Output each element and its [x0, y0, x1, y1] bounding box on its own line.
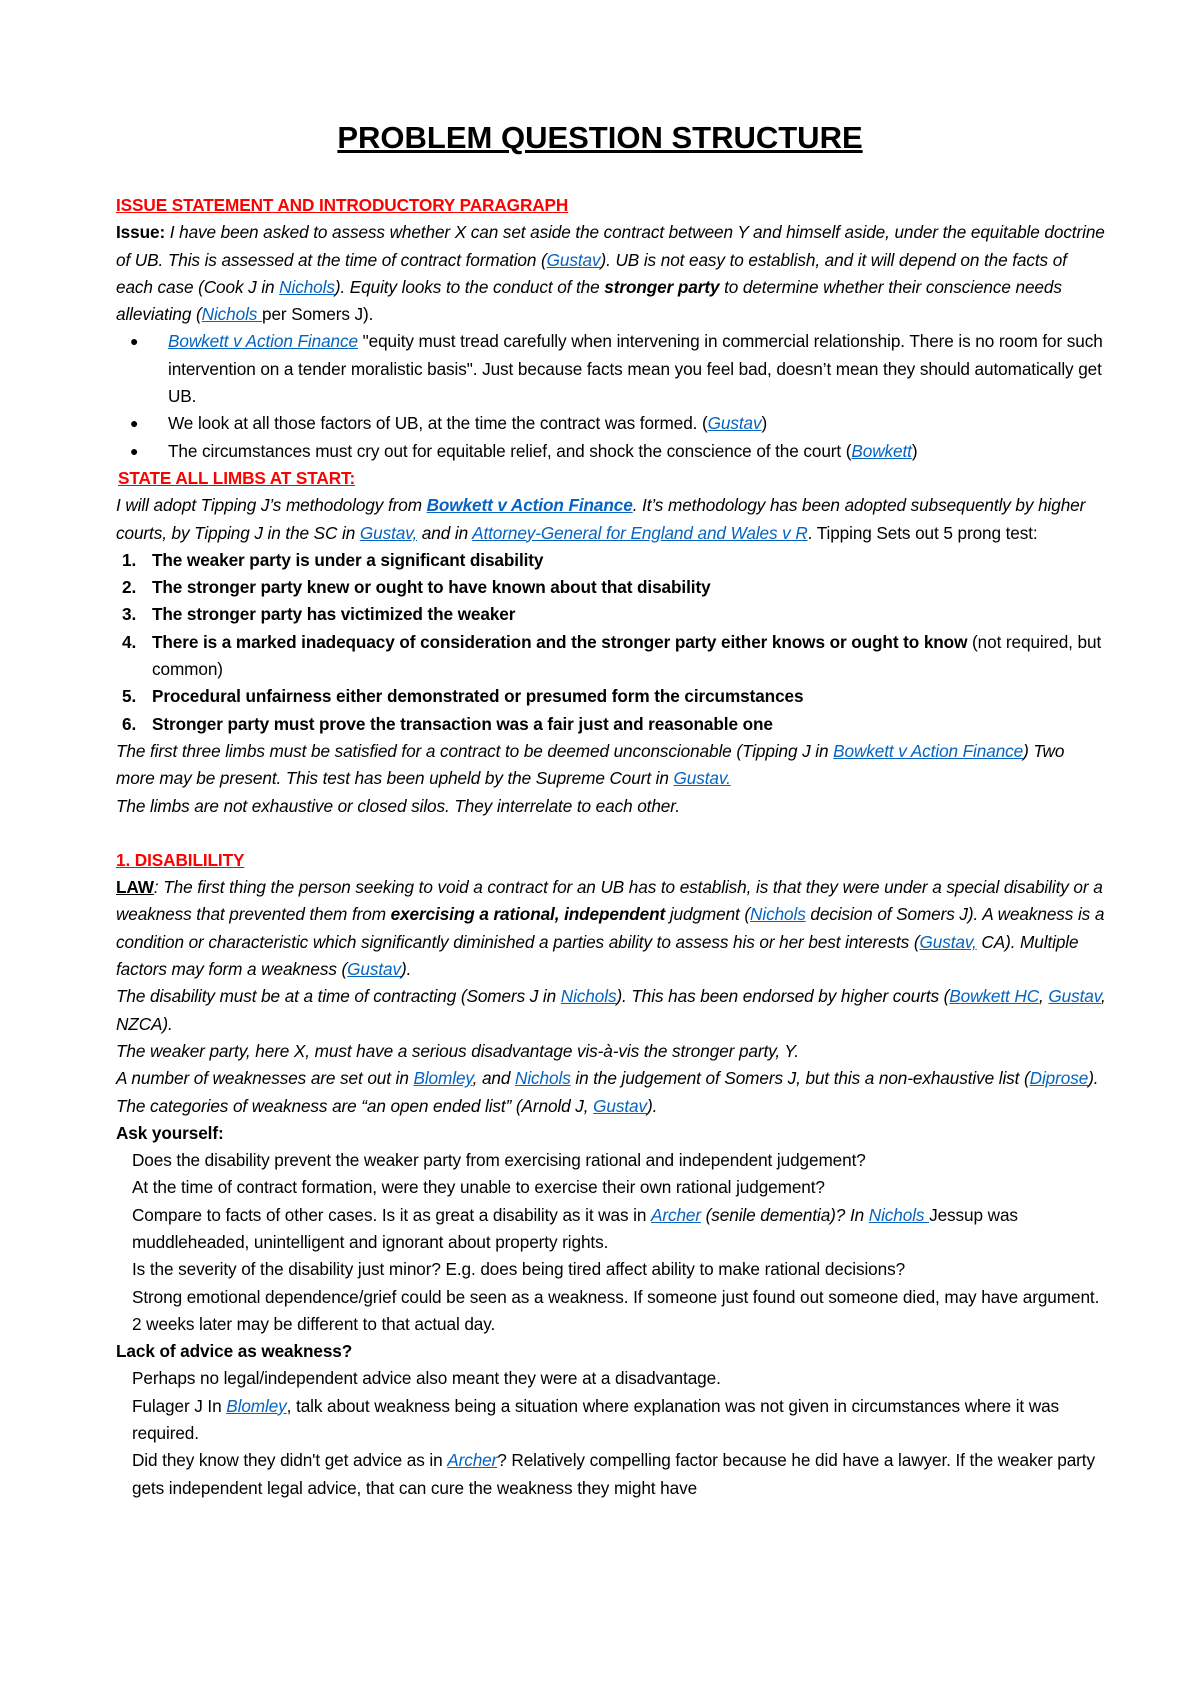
ask-yourself-heading: Ask yourself: [116, 1122, 224, 1143]
question-item: Strong emotional dependence/grief could be seen as a weakness. If someone just found out someone died, may have argument. 2 weeks later may be different to that actual day. [132, 1286, 1100, 1334]
case-link-nichols[interactable]: Nichols [750, 904, 806, 925]
case-link-gustav[interactable]: Gustav [347, 959, 401, 980]
case-link-gustav[interactable]: Gustav [593, 1095, 647, 1116]
case-link-gustav[interactable]: Gustav, [919, 931, 977, 952]
case-link-bowkett[interactable]: Bowkett HC [949, 986, 1040, 1007]
case-link-bowkett[interactable]: Bowkett v Action Finance [426, 495, 633, 516]
case-link-nichols[interactable]: Nichols [868, 1204, 930, 1225]
bullet-icon: ● [130, 333, 139, 350]
question-item: At the time of contract formation, were they unable to exercise their own rational judgement? [132, 1177, 825, 1198]
limb-item: 6. Stronger party must prove the transaction was a fair just and reasonable one [122, 713, 773, 734]
case-link-attorney-general[interactable]: Attorney-General for England and Wales v R [472, 522, 808, 543]
case-link-bowkett[interactable]: Bowkett v Action Finance [833, 740, 1024, 761]
case-link-archer[interactable]: Archer [447, 1450, 498, 1471]
list-item: ● We look at all those factors of UB, at the time the contract was formed. (Gustav) [116, 410, 1106, 437]
weaknesses-paragraph: A number of weaknesses are set out in Blomley, and Nichols in the judgement of Somers J, but this a non-exhaustive list (Diprose). The categories of weakness are “an open ended list” (Arnold J, Gustav). [116, 1068, 1099, 1116]
case-link-blomley[interactable]: Blomley [413, 1068, 473, 1089]
issue-heading: ISSUE STATEMENT AND INTRODUCTORY PARAGRAPH [116, 195, 569, 215]
case-link-gustav[interactable]: Gustav [1048, 986, 1101, 1007]
limbs-conclusion: The first three limbs must be satisfied for a contract to be deemed unconscionable (Tipping J in Bowkett v Action Finance) Two more may be present. This test has been upheld by the Supreme Court in Gustav. [116, 740, 1065, 789]
methodology-paragraph: I will adopt Tipping J’s methodology from Bowkett v Action Finance. It’s methodology has been adopted subsequently by higher courts, by Tipping J in the SC in Gustav, and in Attorney-General for England and Wales v R. Tipping Sets out 5 prong test: [116, 495, 1086, 543]
list-item: ● The circumstances must cry out for equitable relief, and shock the conscience of the court (Bowkett) [116, 438, 1106, 465]
law-paragraph: LAW: The first thing the person seeking to void a contract for an UB has to establish, is that they were under a special disability or a weakness that prevented them from exercising a rational, independent judgment (Nichols decision of Somers J). A weakness is a condition or characteristic which significantly diminished a parties ability to assess his or her best interests (Gustav, CA). Multiple factors may form a weakness (Gustav). [116, 877, 1105, 980]
limb-item: 4. There is a marked inadequacy of consideration and the stronger party either knows or ought to know (not required, but common) [122, 631, 1102, 680]
bullet-icon: ● [130, 442, 139, 459]
case-link-nichols[interactable]: Nichols [515, 1068, 571, 1089]
case-link-archer[interactable]: Archer [650, 1204, 701, 1225]
timing-paragraph: The disability must be at a time of contracting (Somers J in Nichols). This has been endorsed by higher courts (Bowkett HC, Gustav, NZCA). [116, 986, 1106, 1034]
disability-heading: 1. DISABILILITY [116, 849, 245, 870]
lack-of-advice-heading: Lack of advice as weakness? [116, 1341, 353, 1362]
limb-item: 3. The stronger party has victimized the weaker [122, 604, 516, 625]
case-link-nichols[interactable]: Nichols [279, 276, 335, 297]
case-link-gustav[interactable]: Gustav, [359, 522, 418, 543]
page-title: PROBLEM QUESTION STRUCTURE [337, 120, 863, 155]
advice-item: Did they know they didn't get advice as in Archer? Relatively compelling factor because he did have a lawyer. If the weaker party gets independent legal advice, that can cure the weakness they might have [132, 1450, 1095, 1498]
case-link-blomley[interactable]: Blomley [226, 1395, 287, 1416]
case-link-gustav[interactable]: Gustav [546, 249, 601, 270]
case-link-gustav[interactable]: Gustav. [673, 768, 731, 789]
bullet-icon: ● [130, 415, 139, 432]
issue-paragraph: Issue: I have been asked to assess whether X can set aside the contract between Y and himself aside, under the equitable doctrine of UB. This is assessed at the time of contract formation (Gustav). UB is not easy to establish, and it will depend on the facts of each case (Cook J in Nichols). Equity looks to the conduct of the stronger party to determine whether their conscience needs alleviating (Nichols per Somers J). [116, 222, 1105, 325]
case-link-nichols[interactable]: Nichols [201, 304, 262, 325]
advice-item: Perhaps no legal/independent advice also meant they were at a disadvantage. [132, 1368, 721, 1389]
limb-item: 1. The weaker party is under a significant disability [122, 549, 544, 570]
advice-item: Fulager J In Blomley, talk about weakness being a situation where explanation was not given in circumstances where it was required. [132, 1395, 1060, 1444]
case-link-gustav[interactable]: Gustav [707, 413, 762, 434]
list-item: ● Bowkett v Action Finance "equity must tread carefully when intervening in commercial relationship. There is no room for such intervention on a tender moralistic basis". Just because facts mean you feel bad, doesn’t mean they should automatically get UB. [116, 328, 1106, 410]
case-link-bowkett[interactable]: Bowkett [851, 440, 912, 461]
limbs-heading: STATE ALL LIMBS AT START: [118, 467, 356, 488]
case-link-diprose[interactable]: Diprose [1029, 1068, 1089, 1089]
limb-item: 2. The stronger party knew or ought to have known about that disability [122, 577, 711, 598]
case-link-bowkett[interactable]: Bowkett v Action Finance [168, 331, 358, 352]
document-body [116, 192, 1106, 1502]
case-link-nichols[interactable]: Nichols [560, 986, 617, 1007]
limb-item: 5. Procedural unfairness either demonstrated or presumed form the circumstances [122, 686, 804, 707]
limbs-note: The limbs are not exhaustive or closed silos. They interrelate to each other. [116, 795, 680, 816]
question-item: Does the disability prevent the weaker party from exercising rational and independent judgement? [132, 1150, 866, 1171]
weaker-party-line: The weaker party, here X, must have a serious disadvantage vis-à-vis the stronger party, Y. [116, 1040, 799, 1061]
question-item: Is the severity of the disability just minor? E.g. does being tired affect ability to make rational decisions? [132, 1259, 906, 1280]
question-item: Compare to facts of other cases. Is it as great a disability as it was in Archer (senile dementia)? In Nichols Jessup was muddleheaded, unintelligent and ignorant about property rights. [132, 1204, 1018, 1252]
